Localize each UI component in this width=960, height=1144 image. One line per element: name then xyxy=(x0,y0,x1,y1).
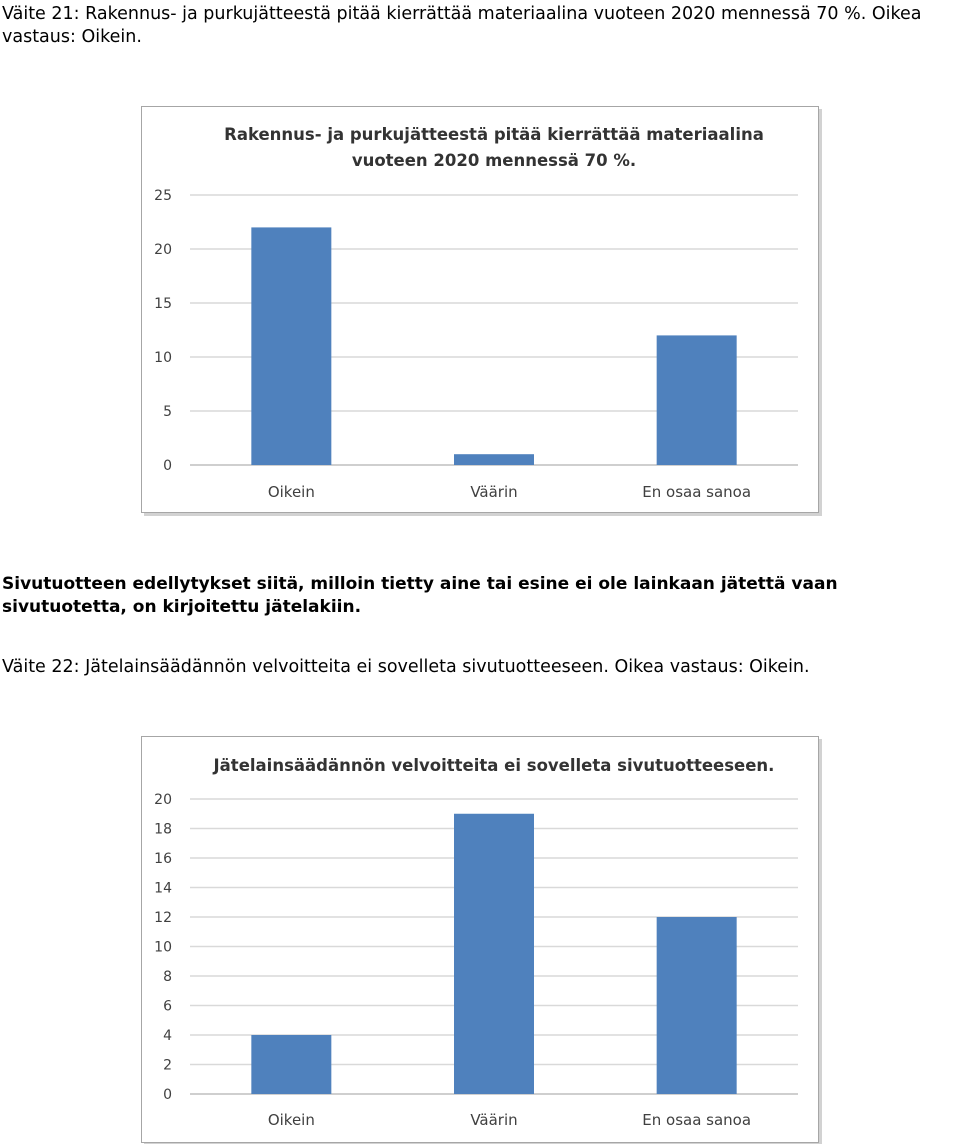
chart-statement-22 xyxy=(141,736,819,1143)
chart-1-category-label: En osaa sanoa xyxy=(642,483,752,501)
chart-2-category-label: Väärin xyxy=(470,1111,518,1129)
chart-1-y-tick-label: 10 xyxy=(154,350,172,366)
chart-1-y-tick-label: 15 xyxy=(154,296,172,312)
chart-2-bar-1 xyxy=(454,814,534,1094)
statement-22: Väite 22: Jätelainsäädännön velvoitteita ei sovelleta sivutuotteeseen. Oikea vastaus: Oikein. xyxy=(2,657,810,677)
chart-1-y-tick-label: 25 xyxy=(154,188,172,204)
chart-1-bar-1 xyxy=(454,454,534,465)
chart-2-y-tick-label: 20 xyxy=(154,792,172,808)
chart-2-y-tick-label: 14 xyxy=(154,880,172,897)
chart-1-y-tick-label: 0 xyxy=(163,458,172,474)
chart-2-y-tick-label: 18 xyxy=(154,821,172,838)
chart-2-svg xyxy=(142,737,818,1142)
chart-2-y-tick-label: 12 xyxy=(154,910,172,926)
chart-2-y-tick-label: 2 xyxy=(163,1057,172,1074)
chart-2-bar-2 xyxy=(657,917,737,1094)
statement-21: Väite 21: Rakennus- ja purkujätteestä pitää kierrättää materiaalina vuoteen 2020 mennessä 70 %. Oikea vastaus: Oikein. xyxy=(2,4,922,47)
by-product-note: Sivutuotteen edellytykset siitä, milloin tietty aine tai esine ei ole lainkaan jätettä vaan sivutuotetta, on kirjoitettu jätelakiin. xyxy=(2,574,838,617)
chart-2-y-tick-label: 0 xyxy=(163,1087,172,1103)
chart-2-y-tick-label: 10 xyxy=(154,939,172,956)
chart-2-y-tick-label: 4 xyxy=(163,1028,172,1044)
chart-1-bar-2 xyxy=(657,335,737,465)
chart-1-title-line: vuoteen 2020 mennessä 70 %. xyxy=(351,151,637,170)
chart-2-y-tick-label: 8 xyxy=(163,969,172,985)
chart-2-title-line: Jätelainsäädännön velvoitteita ei sovelleta sivutuotteeseen. xyxy=(213,756,775,775)
chart-2-category-label: Oikein xyxy=(267,1111,315,1129)
chart-1-category-label: Oikein xyxy=(267,483,315,501)
chart-1-y-tick-label: 5 xyxy=(163,404,172,420)
chart-2-bar-0 xyxy=(251,1035,331,1094)
chart-2-category-label: En osaa sanoa xyxy=(642,1111,752,1129)
chart-1-category-label: Väärin xyxy=(470,483,518,501)
chart-1-svg xyxy=(142,107,818,512)
chart-statement-21 xyxy=(141,106,819,513)
chart-1-bar-0 xyxy=(251,227,331,465)
chart-2-y-tick-label: 16 xyxy=(154,851,172,867)
chart-1-title-line: Rakennus- ja purkujätteestä pitää kierrättää materiaalina xyxy=(224,125,764,144)
chart-1-y-tick-label: 20 xyxy=(154,242,172,258)
chart-2-y-tick-label: 6 xyxy=(163,998,172,1015)
